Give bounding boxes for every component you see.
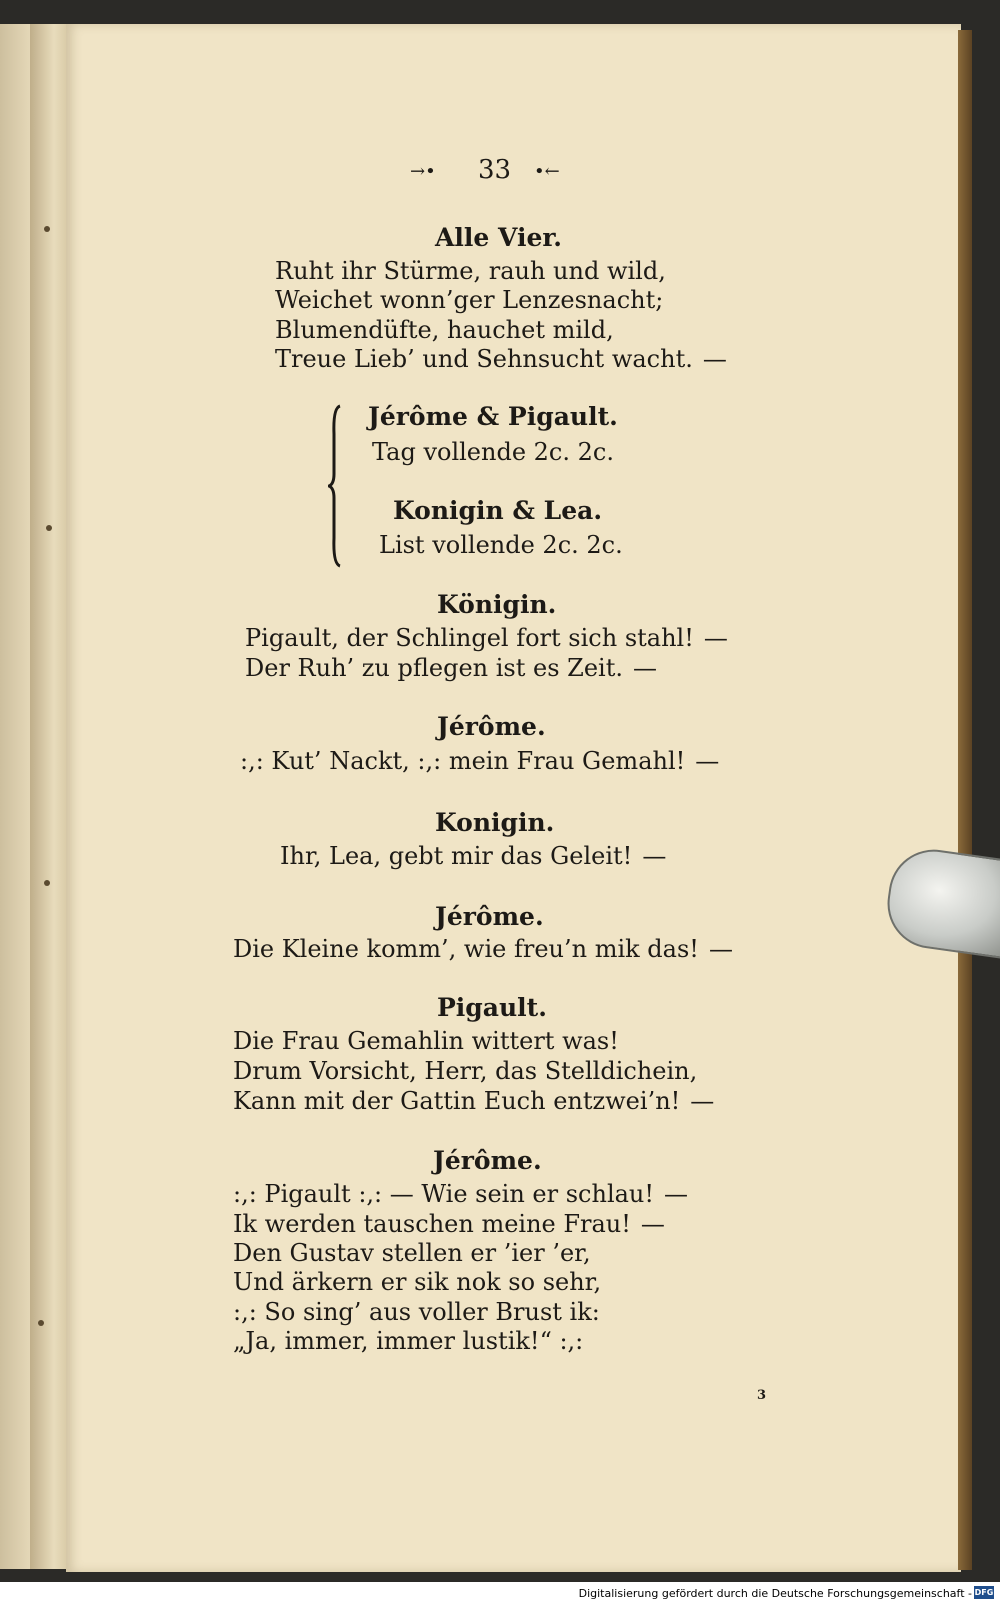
verse-line: Drum Vorsicht, Herr, das Stelldichein,	[233, 1057, 698, 1085]
speaker-heading: Alle Vier.	[435, 223, 562, 252]
verse-line: Weichet wonn’ger Lenzesnacht;	[275, 286, 664, 314]
verse-line: Blumendüfte, hauchet mild,	[275, 316, 614, 344]
verse-line: Ik werden tauschen meine Frau! —	[233, 1210, 665, 1238]
speaker-heading: Jérôme.	[437, 712, 546, 741]
signature-mark: 3	[757, 1388, 767, 1403]
speaker-heading: Jérôme & Pigault.	[368, 402, 618, 431]
book-gutter	[30, 24, 70, 1569]
verse-line: Pigault, der Schlingel fort sich stahl! —	[245, 624, 728, 652]
page-ornament-right: •←	[534, 161, 560, 182]
binding-hole	[44, 880, 50, 886]
verse-line: „Ja, immer, immer lustik!“ :,:	[233, 1327, 584, 1355]
speaker-heading: Konigin & Lea.	[393, 496, 603, 525]
speaker-heading: Konigin.	[435, 808, 555, 837]
verse-line: :,: So sing’ aus voller Brust ik:	[233, 1298, 600, 1326]
verse-line: Der Ruh’ zu pflegen ist es Zeit. —	[245, 654, 657, 682]
speaker-heading: Königin.	[437, 590, 557, 619]
footer-credit: Digitalisierung gefördert durch die Deutsche Forschungsgemeinschaft -	[578, 1587, 972, 1600]
dfg-logo: DFG	[974, 1588, 994, 1597]
verse-line: Ihr, Lea, gebt mir das Geleit! —	[280, 842, 667, 870]
speaker-heading: Jérôme.	[433, 1146, 542, 1175]
verse-line: Tag vollende 2c. 2c.	[372, 438, 614, 466]
verse-line: Den Gustav stellen er ’ier ’er,	[233, 1239, 591, 1267]
binding-hole	[46, 525, 52, 531]
speaker-heading: Pigault.	[437, 993, 547, 1022]
verse-line: Die Frau Gemahlin wittert was!	[233, 1027, 619, 1055]
curly-brace	[328, 404, 342, 568]
page-ornament-left: →•	[410, 161, 436, 182]
verse-line: List vollende 2c. 2c.	[379, 531, 623, 559]
verse-line: Treue Lieb’ und Sehnsucht wacht. —	[275, 345, 727, 373]
page-number: 33	[478, 155, 512, 185]
binding-hole	[44, 226, 50, 232]
speaker-heading: Jérôme.	[435, 902, 544, 931]
verse-line: Die Kleine komm’, wie freu’n mik das! —	[233, 935, 733, 963]
verse-line: Ruht ihr Stürme, rauh und wild,	[275, 257, 666, 285]
verse-line: :,: Kut’ Nackt, :,: mein Frau Gemahl! —	[240, 747, 720, 775]
right-page-edge	[958, 30, 972, 1570]
verse-line: Und ärkern er sik nok so sehr,	[233, 1268, 602, 1296]
verse-line: :,: Pigault :,: — Wie sein er schlau! —	[233, 1180, 689, 1208]
binding-hole	[38, 1320, 44, 1326]
verse-line: Kann mit der Gattin Euch entzwei’n! —	[233, 1087, 715, 1115]
